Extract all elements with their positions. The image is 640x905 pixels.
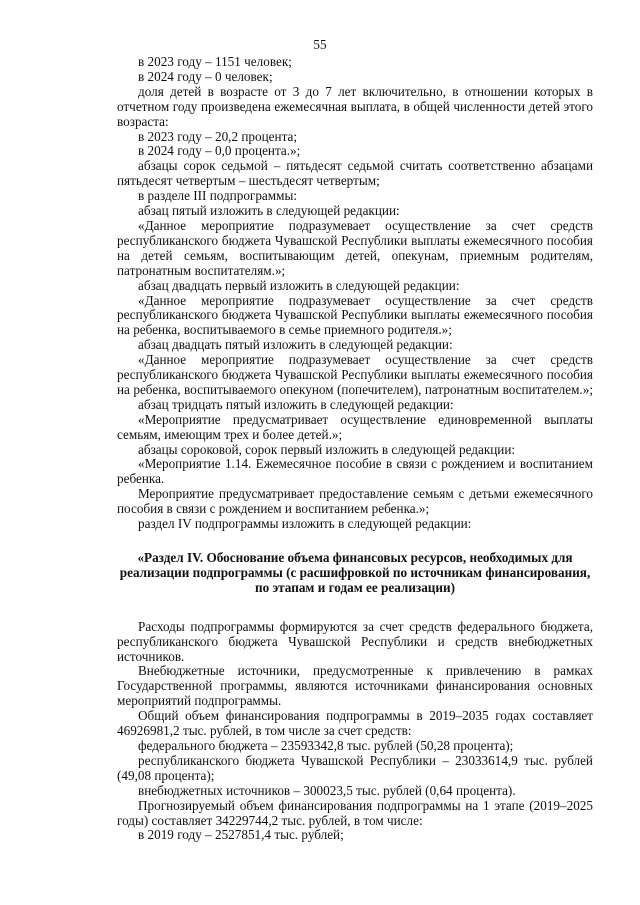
paragraph: внебюджетных источников – 300023,5 тыс. рублей (0,64 процента). [138,782,516,798]
paragraph: в 2024 году – 0,0 процента.»; [138,143,301,159]
paragraph: республиканского бюджета Чувашской Республики – 23033614,9 тыс. рублей (49,08 процента); [117,752,593,783]
paragraph: «Мероприятие 1.14. Ежемесячное пособие в связи с рождением и воспитанием ребенка. [117,456,593,487]
paragraph: доля детей в возрасте от 3 до 7 лет включительно, в отношении которых в отчетном году произведена ежемесячная выплата, в общей численности детей этого возраста: [117,83,593,129]
paragraph: в разделе III подпрограммы: [138,188,298,204]
paragraph: «Мероприятие предусматривает осуществление единовременной выплаты семьям, имеющим трех и более детей.»; [117,411,593,442]
paragraph: раздел IV подпрограммы изложить в следующей редакции: [138,516,472,532]
paragraph: «Данное мероприятие подразумевает осуществление за счет средств республиканского бюджета Чувашской Республики выплаты ежемесячного пособия на ребенка, воспитываемого опекуном (попечителем), патронатным воспитателем.»; [117,352,593,397]
paragraph: в 2023 году – 1151 человек; [138,54,292,69]
paragraph: «Данное мероприятие подразумевает осуществление за счет средств республиканского бюджета Чувашской Республики выплаты ежемесячного пособия на ребенка, воспитываемого в семье приемного родителя.»; [117,292,593,338]
paragraph: Прогнозируемый объем финансирования подпрограммы на 1 этапе (2019–2025 годы) составляет 34229744,2 тыс. рублей, в том числе: [117,797,593,828]
paragraph: в 2024 году – 0 человек; [138,68,273,84]
document-body [117,55,593,843]
paragraph: Внебюджетные источники, предусмотренные к привлечению в рамках Государственной программы, являются источниками финансирования основных мероприятий подпрограммы. [117,663,593,709]
page-number: 55 [313,37,327,52]
paragraph: абзац двадцать пятый изложить в следующей редакции: [138,337,453,353]
paragraph: «Данное мероприятие подразумевает осуществление за счет средств республиканского бюджета Чувашской Республики выплаты ежемесячного пособия на детей семьям, воспитывающим детей, опекунам, приемным родителям, патронатным воспитателям.»; [117,217,593,278]
section-heading: «Раздел IV. Обоснование объема финансовых ресурсов, необходимых для реализации подпрограммы (с расшифровкой по источникам финансирования, по этапам и годам ее реализации) [119,550,591,595]
paragraph: Мероприятие предусматривает предоставление семьям с детьми ежемесячного пособия в связи с рождением и воспитанием ребенка.»; [117,486,593,517]
paragraph: абзацы сорок седьмой – пятьдесят седьмой считать соответственно абзацами пятьдесят четвертым – шестьдесят четвертым; [117,158,593,189]
paragraph: абзац пятый изложить в следующей редакции: [138,203,400,219]
paragraph: федерального бюджета – 23593342,8 тыс. рублей (50,28 процента); [138,737,514,753]
paragraph: Расходы подпрограммы формируются за счет средств федерального бюджета, республиканского бюджета Чувашской Республики и средств внебюджетных источников. [117,618,593,664]
paragraph: абзац тридцать пятый изложить в следующей редакции: [138,396,454,412]
paragraph: абзацы сороковой, сорок первый изложить в следующей редакции: [138,441,516,457]
paragraph: абзац двадцать первый изложить в следующей редакции: [138,277,460,293]
paragraph: в 2019 году – 2527851,4 тыс. рублей; [138,827,344,843]
paragraph: Общий объем финансирования подпрограммы в 2019–2035 годах составляет 46926981,2 тыс. рублей, в том числе за счет средств: [117,708,593,739]
paragraph: в 2023 году – 20,2 процента; [138,128,298,144]
